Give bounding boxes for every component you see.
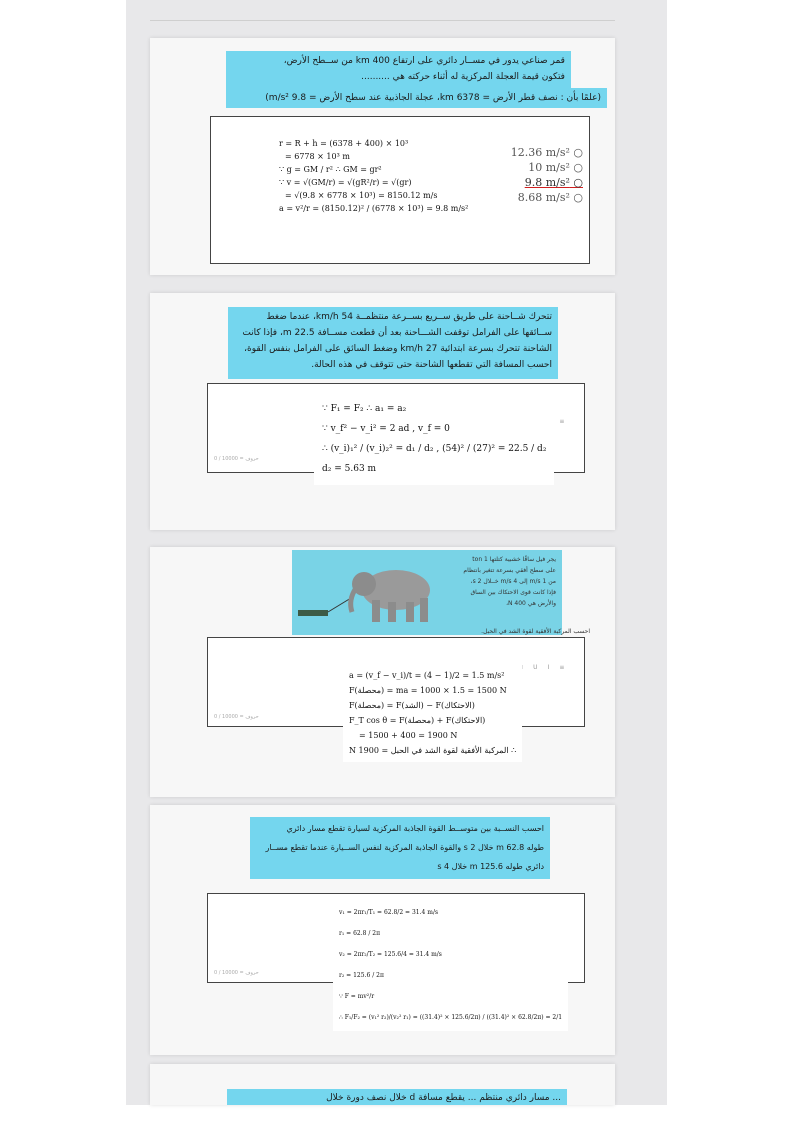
question-text-4: احسب النســبة بين متوســط القوة الجاذبة المركزية لسيارة تقطع مسار دائري طوله 62.8 m خلال 2 s والقوة الجاذبة المركزية لنفس الســيارة عندما تقطع مســار دائري طوله 125.6 m خلال 4 s — [250, 817, 550, 879]
question-note-1: (علمًا بأن : نصف قطر الأرض = 6378 km، عجلة الجاذبية عند سطح الأرض = 9.8 m/s²) — [226, 88, 607, 108]
char-counter-4: 0 / 10000 = حروف — [214, 970, 259, 976]
char-counter-2: 0 / 10000 = حروف — [214, 456, 259, 462]
question-card-1 — [150, 38, 615, 275]
question-card-3 — [150, 547, 615, 797]
question-text-3-last: احسب المركبة الأفقية لقوة الشد في الحبل. — [481, 628, 590, 635]
solution-4: v₁ = 2πr₁/T₁ = 62.8/2 = 31.4 m/s r₁ = 62.8 / 2π v₂ = 2πr₂/T₂ = 125.6/4 = 31.4 m/s r₂ = 125.6 / 2π ∵ F = mv²/r ∴ F₁/F₂ = (v₁² r₂)/(v₂² r₁) = ((31.4)² × 125.6/2π) / ((31.4)² × 62.8/2π) = 2/1 — [333, 899, 568, 1031]
choice-b[interactable]: 10 m/s² ○ — [528, 161, 583, 174]
question-text-3: يجر فيل ساقًا خشبية كتلتها 1 ton على سطح أفقي بسرعة تتغير بانتظام من 1 m/s إلى 4 m/s خــلال 2 s، فإذا كانت قوى الاحتكاك بين الساق والأرض هي 400 N، — [463, 556, 556, 607]
question-card-4 — [150, 805, 615, 1055]
question-text-2: تتحرك شــاحنة على طريق ســريع بســرعة منتظمــة 54 km/h، عندما ضغط ســائقها على الفرامل توقفت الشـــاحنة بعد أن قطعت مســافة 22.5 m، فإذا كانت الشاحنة تتحرك بسرعة ابتدائية 27 km/h وضغط السائق على الفرامل بنفس القوة، احسب المسافة التي تقطعها الشاحنة حتى تتوقف في هذه الحالة. — [228, 307, 558, 379]
solution-1: r = R + h = (6378 + 400) × 10³ = 6778 × 10³ m ∵ g = GM / r² ∴ GM = gr² ∵ v = √(GM/r) = √(gR²/r) = √(gr) = √(9.8 × 6778 × 10³) = 8150.12 m/s a = v²/r = (8150.12)² / (6778 × 10³) = 9.8 m/s² — [279, 139, 469, 213]
toolbar-underline[interactable]: U — [533, 664, 538, 671]
question-text-1: قمر صناعي يدور في مســار دائري على ارتفاع 400 km من ســطح الأرض، فتكون قيمة العجلة المركزية له أثناء حركته هي .......... — [226, 51, 571, 88]
choice-a[interactable]: 12.36 m/s² ○ — [510, 146, 583, 159]
solution-3: a = (v_f − v_i)/t = (4 − 1)/2 = 1.5 m/s² F(محصلة) = ma = 1000 × 1.5 = 1500 N F(محصلة) = F(الشد) − F(الاحتكاك) F_T cos θ = F(محصلة) + F(الاحتكاك) = 1500 + 400 = 1900 N ∴ المركبة الأفقية لقوة الشد في الحبل = 1900 N — [343, 664, 522, 762]
top-divider — [150, 20, 615, 21]
toolbar-align[interactable]: ≡ — [559, 418, 565, 425]
question-card-5 — [150, 1064, 615, 1105]
elephant-icon — [296, 560, 446, 630]
question-text-5: ... مسار دائري منتظم ... يقطع مسافة d خلال نصف دورة خلال — [227, 1089, 567, 1105]
question-card-2 — [150, 293, 615, 530]
choices-1 — [501, 145, 583, 205]
toolbar-italic[interactable]: I — [547, 664, 550, 671]
char-counter-3: 0 / 10000 = حروف — [214, 714, 259, 720]
toolbar-align[interactable]: ≡ — [559, 664, 565, 671]
choice-d[interactable]: 8.68 m/s² ○ — [517, 191, 583, 204]
choice-c[interactable]: 9.8 m/s² ○ — [524, 176, 583, 189]
solution-2: ∵ F₁ = F₂ ∴ a₁ = a₂ ∵ v_f² − v_i² = 2 ad , v_f = 0 ∴ (v_i)₁² / (v_i)₂² = d₁ / d₂ , (54)² / (27)² = 22.5 / d₂ d₂ = 5.63 m — [314, 393, 554, 485]
answer-box-1 — [210, 116, 590, 264]
elephant-figure — [292, 550, 562, 635]
